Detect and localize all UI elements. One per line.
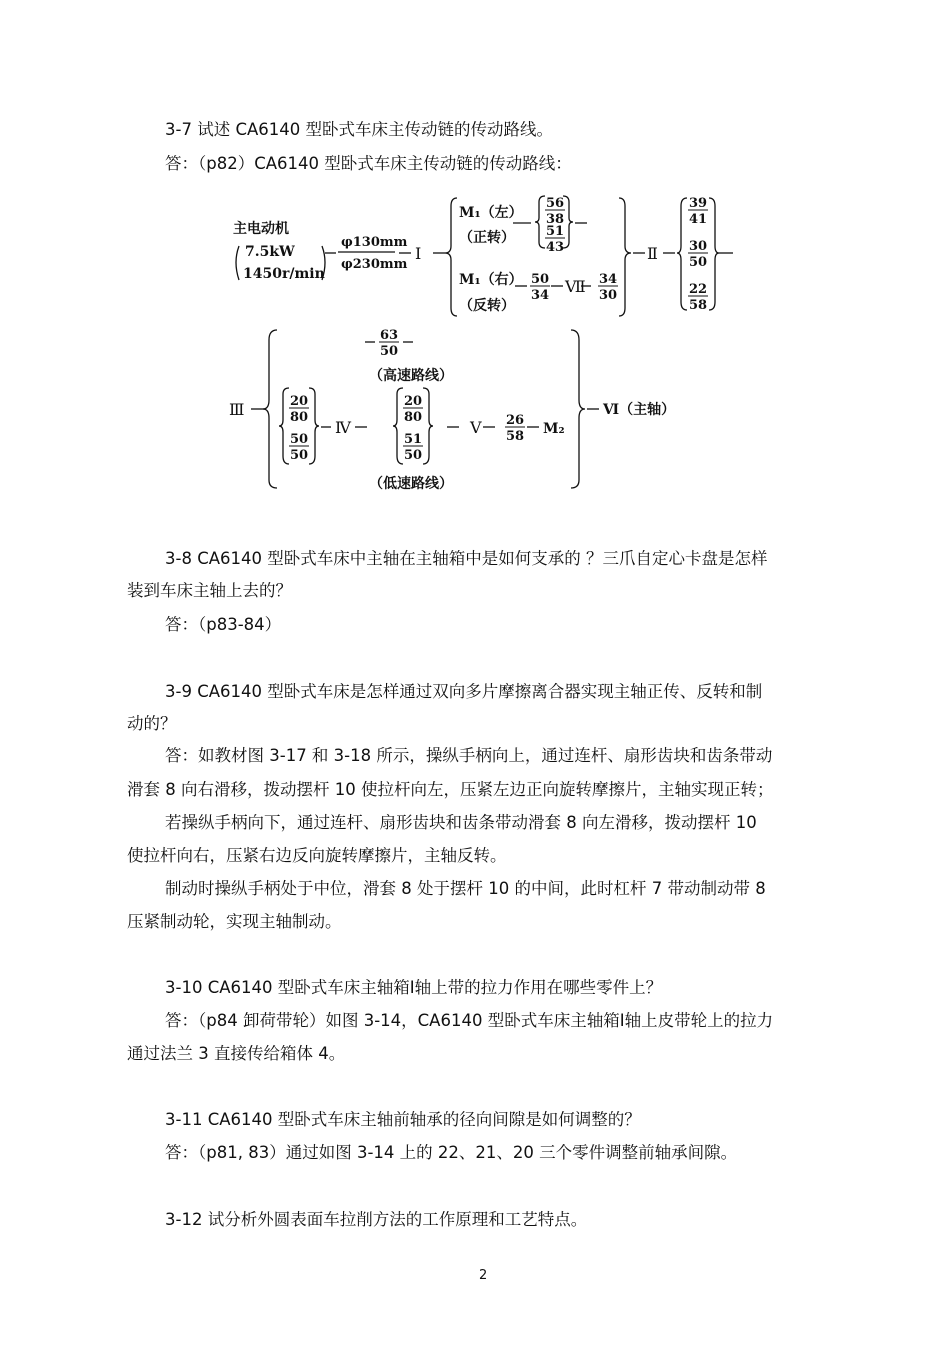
- brace-III-VI-left: [263, 330, 277, 488]
- brace-II-III-left: [677, 198, 687, 310]
- fraction-denominator-f51_43: 43: [545, 240, 565, 255]
- reverse-label: （反转）: [459, 298, 515, 314]
- fraction-denominator-f20_80a: 80: [289, 410, 309, 425]
- question-3-10: 3-10 CA6140 型卧式车床主轴箱Ⅰ轴上带的拉力作用在哪些零件上？: [165, 978, 663, 997]
- question-3-12: 3-12 试分析外圆表面车拉削方法的工作原理和工艺特点。: [165, 1210, 588, 1229]
- brace-forward-left: [535, 196, 545, 248]
- brace-I-II-left: [445, 198, 457, 316]
- m1-left: M₁（左）: [459, 205, 523, 221]
- fraction-numerator-f56_38: 56: [545, 196, 565, 211]
- m2-label: M₂: [543, 421, 565, 437]
- fraction-denominator-f30_50: 50: [688, 255, 708, 270]
- transmission-diagram-svg: [225, 180, 745, 500]
- fraction-numerator-f51_50: 51: [403, 432, 423, 447]
- question-3-9-line1: 3-9 CA6140 型卧式车床是怎样通过双向多片摩擦离合器实现主轴正传、反转和制: [165, 682, 763, 701]
- pulley-top: φ130mm: [341, 235, 408, 250]
- pulley-bottom: φ230mm: [341, 257, 408, 272]
- shaft-VII: Ⅶ: [565, 277, 586, 296]
- answer-3-9-line1: 答：如教材图 3-17 和 3-18 所示，操纵手柄向上，通过连杆、扇形齿块和齿条带动: [165, 746, 773, 765]
- answer-3-9-line4: 使拉杆向右，压紧右边反向旋转摩擦片，主轴反转。: [127, 846, 507, 865]
- motor-paren-left: [236, 246, 239, 280]
- brace-low1-right: [309, 388, 319, 464]
- fraction-numerator-f22_58: 22: [688, 282, 708, 297]
- high-speed-label: （高速路线）: [369, 368, 453, 384]
- forward-label: （正转）: [459, 230, 515, 246]
- answer-3-9-line2: 滑套 8 向右滑移，拨动摆杆 10 使拉杆向左，压紧左边正向旋转摩擦片，主轴实现正转；: [127, 780, 774, 799]
- shaft-I: Ⅰ: [415, 244, 422, 263]
- low-speed-label: （低速路线）: [369, 476, 453, 492]
- shaft-IV: Ⅳ: [335, 418, 351, 437]
- brace-low2-left: [393, 388, 403, 464]
- fraction-numerator-f26_58: 26: [505, 413, 525, 428]
- motor-speed: 1450r/min: [243, 266, 325, 282]
- shaft-II: Ⅱ: [647, 244, 658, 263]
- brace-forward-right: [563, 196, 573, 248]
- fraction-numerator-f30_50: 30: [688, 239, 708, 254]
- motor-label: 主电动机: [233, 221, 289, 237]
- answer-3-8: 答：（p83-84）: [165, 615, 282, 634]
- question-3-7: 3-7 试述 CA6140 型卧式车床主传动链的传动路线。: [165, 120, 553, 139]
- fraction-denominator-f50_34: 34: [530, 288, 550, 303]
- fraction-numerator-f50_34: 50: [530, 272, 550, 287]
- fraction-denominator-f26_58: 58: [505, 429, 525, 444]
- answer-3-9-line5: 制动时操纵手柄处于中位，滑套 8 处于摆杆 10 的中间，此时杠杆 7 带动制动带 8: [165, 879, 766, 898]
- question-3-8-line2: 装到车床主轴上去的？: [127, 581, 292, 600]
- motor-power: 7.5kW: [245, 244, 295, 260]
- m1-right: M₁（右）: [459, 272, 523, 288]
- fraction-denominator-f39_41: 41: [688, 212, 708, 227]
- brace-low1-left: [279, 388, 289, 464]
- fraction-numerator-f20_80a: 20: [289, 394, 309, 409]
- fraction-denominator-f63_50: 50: [379, 344, 399, 359]
- fraction-numerator-f63_50: 63: [379, 328, 399, 343]
- fraction-denominator-f22_58: 58: [688, 298, 708, 313]
- fraction-denominator-f34_30: 30: [598, 288, 618, 303]
- answer-3-10-line2: 通过法兰 3 直接传给箱体 4。: [127, 1044, 346, 1063]
- shaft-VI-label: Ⅵ（主轴）: [603, 402, 676, 418]
- transmission-route-diagram: [225, 180, 745, 500]
- fraction-denominator-f56_38: 38: [545, 212, 565, 227]
- answer-3-7: 答：（p82）CA6140 型卧式车床主传动链的传动路线：: [165, 154, 572, 173]
- answer-3-9-line6: 压紧制动轮，实现主轴制动。: [127, 912, 342, 931]
- page-number: 2: [479, 1268, 488, 1283]
- answer-3-10-line1: 答：（p84 卸荷带轮）如图 3-14，CA6140 型卧式车床主轴箱Ⅰ轴上皮带轮上的拉力: [165, 1011, 774, 1030]
- question-3-11: 3-11 CA6140 型卧式车床主轴前轴承的径向间隙是如何调整的？: [165, 1110, 641, 1129]
- fraction-denominator-f51_50: 50: [403, 448, 423, 463]
- question-3-8-line1: 3-8 CA6140 型卧式车床中主轴在主轴箱中是如何支承的 ？三爪自定心卡盘是怎样: [165, 549, 768, 568]
- brace-I-II-right: [619, 198, 631, 316]
- shaft-III: Ⅲ: [229, 400, 245, 419]
- fraction-numerator-f50_50: 50: [289, 432, 309, 447]
- fraction-numerator-f51_43: 51: [545, 224, 565, 239]
- answer-3-9-line3: 若操纵手柄向下，通过连杆、扇形齿块和齿条带动滑套 8 向左滑移，拨动摆杆 10: [165, 813, 757, 832]
- question-3-9-line2: 动的？: [127, 714, 177, 733]
- shaft-V: Ⅴ: [470, 418, 482, 437]
- fraction-denominator-f50_50: 50: [289, 448, 309, 463]
- brace-low2-right: [423, 388, 433, 464]
- fraction-numerator-f20_80b: 20: [403, 394, 423, 409]
- fraction-numerator-f34_30: 34: [598, 272, 618, 287]
- brace-III-VI-right: [571, 330, 585, 488]
- brace-II-III-right: [709, 198, 719, 310]
- answer-3-11: 答：（p81, 83）通过如图 3-14 上的 22、21、20 三个零件调整前轴承间隙。: [165, 1143, 738, 1162]
- fraction-denominator-f20_80b: 80: [403, 410, 423, 425]
- fraction-numerator-f39_41: 39: [688, 196, 708, 211]
